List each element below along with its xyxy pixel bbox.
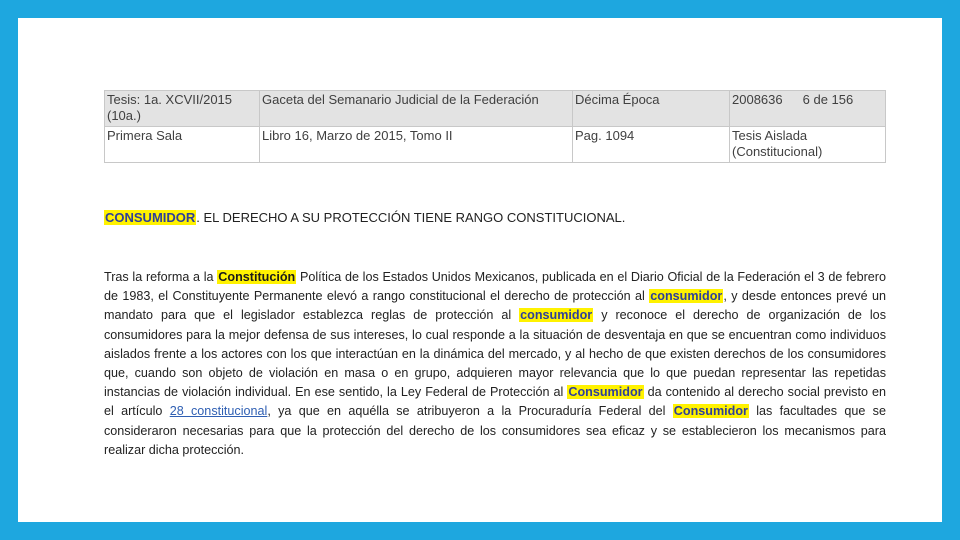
thesis-metadata-table <box>104 90 886 163</box>
body-text-segment: Tras la reforma a la <box>104 270 218 284</box>
tesis-era-code: (10a.) <box>107 108 141 123</box>
body-text-segment: , ya que en aquélla se atribuyeron a la Procuraduría Federal del <box>267 404 673 419</box>
article-28-link[interactable]: 28 constitucional <box>169 404 268 419</box>
highlight-consumidor: Consumidor <box>673 404 748 419</box>
body-text-segment: , y desde entonces prevé un mandato para que el legislador establezca reglas de protección al <box>104 289 887 323</box>
heading-rest: . EL DERECHO A SU PROTECCIÓN TIENE RANGO CONSTITUCIONAL. <box>196 210 626 225</box>
tipo-cell <box>730 127 886 163</box>
registro-number: 2008636 <box>732 92 783 107</box>
slide-page <box>18 18 942 522</box>
highlight-consumidor: consumidor <box>520 308 593 323</box>
sala-label: Primera Sala <box>107 128 183 143</box>
libro-label: Libro 16, Marzo de 2015, Tomo II <box>262 128 453 143</box>
highlight-consumidor: consumidor <box>650 289 723 304</box>
tesis-cell <box>105 91 260 127</box>
result-position: 6 de 156 <box>802 92 854 107</box>
table-row <box>105 127 886 163</box>
sala-cell <box>105 127 260 163</box>
epoca-cell <box>573 91 730 127</box>
table-row <box>105 91 886 127</box>
highlight-constitucion: Constitución <box>218 270 296 284</box>
body-text-segment: da contenido al derecho social previsto en el artículo <box>104 385 887 419</box>
body-text-segment: las facultades que se consideraron necesarias para que la protección del derecho de los consumidores sea eficaz y se establecieron los mecanismos para realizar dicha protección. <box>104 404 886 457</box>
highlight-consumidor: Consumidor <box>568 385 643 400</box>
gaceta-source: Gaceta del Semanario Judicial de la Federación <box>262 92 539 107</box>
thesis-heading <box>104 210 886 225</box>
registro-cell <box>730 91 886 127</box>
pagina-label: Pag. 1094 <box>575 128 635 143</box>
body-text-segment: y reconoce el derecho de organización de los consumidores para la mejor defensa de sus intereses, lo cual responde a la situación de desventaja en que se encuentran como individuos aislados frente a los actores con los que interactúan en la dinámica del mercado, y al hecho de que existen derechos de los consumidores que, cuando son objeto de violación en masa o en grupo, adquieren mayor relevancia que lo que puedan representar las repetidas instancias de violación individual. En ese sentido, la Ley Federal de Protección al <box>104 308 886 400</box>
heading-highlight: CONSUMIDOR <box>105 210 196 225</box>
libro-cell <box>260 127 573 163</box>
tesis-number: Tesis: 1a. XCVII/2015 <box>107 92 233 107</box>
epoca-label: Décima Época <box>575 92 660 107</box>
tipo-materia: (Constitucional) <box>732 144 823 159</box>
gaceta-cell <box>260 91 573 127</box>
pagina-cell <box>573 127 730 163</box>
body-text-segment: Política de los Estados Unidos Mexicanos, publicada en el Diario Oficial de la Federación el 3 de febrero de 1983, el Constituyente Permanente elevó a rango constitucional el derecho de protección al <box>104 270 886 304</box>
thesis-body <box>104 268 886 460</box>
tipo-tesis: Tesis Aislada <box>732 128 808 143</box>
